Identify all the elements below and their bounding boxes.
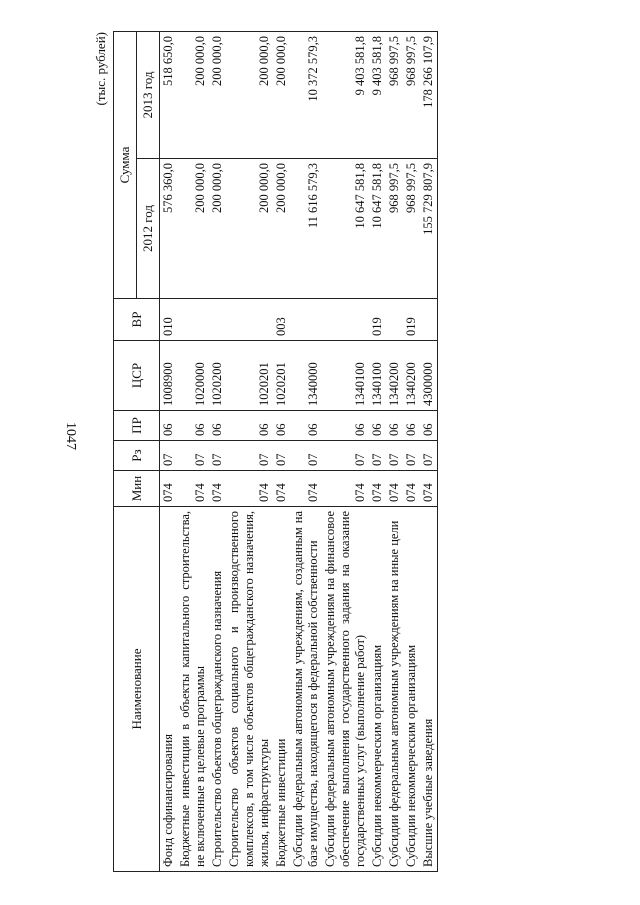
cell-name: Высшие учебные заведения: [420, 507, 438, 872]
cell-pr: 06: [386, 411, 403, 441]
cell-2013: 200 000,0: [273, 32, 290, 159]
header-year-2013: 2013 год: [137, 32, 160, 159]
cell-rz: 07: [403, 441, 420, 471]
cell-2012: 11 616 579,3: [290, 159, 322, 299]
header-year-2012: 2012 год: [137, 159, 160, 299]
cell-csr: 1340100: [322, 341, 369, 411]
cell-min: 074: [369, 471, 386, 507]
table-row: [420, 32, 438, 872]
cell-rz: 07: [322, 441, 369, 471]
cell-name: Субсидии федеральным автономным учреждениям на финансовое обеспечение выполнения государственного задания на оказание государственных услуг (выполнение работ): [322, 507, 369, 872]
table-row: [273, 32, 290, 872]
rotated-page-content: [91, 32, 611, 872]
cell-2013: 200 000,0: [209, 32, 226, 159]
cell-pr: 06: [420, 411, 438, 441]
cell-csr: 1020201: [273, 341, 290, 411]
cell-vr: 019: [369, 299, 386, 341]
table-row: [177, 32, 209, 872]
cell-name: Фонд софинансирования: [160, 507, 178, 872]
cell-2013: 200 000,0: [226, 32, 273, 159]
table-row: [403, 32, 420, 872]
header-vr: ВР: [114, 299, 160, 341]
cell-2013: 10 372 579,3: [290, 32, 322, 159]
table-row: [322, 32, 369, 872]
cell-csr: 1020000: [177, 341, 209, 411]
header-name: Наименование: [114, 507, 160, 872]
cell-2012: 968 997,5: [386, 159, 403, 299]
cell-pr: 06: [177, 411, 209, 441]
table-row: [290, 32, 322, 872]
cell-2012: 10 647 581,8: [369, 159, 386, 299]
cell-name: Строительство объектов общегражданского назначения: [209, 507, 226, 872]
cell-2013: 178 266 107,9: [420, 32, 438, 159]
cell-vr: [290, 299, 322, 341]
cell-pr: 06: [322, 411, 369, 441]
cell-name: Субсидии некоммерческим организациям: [369, 507, 386, 872]
table-row: [226, 32, 273, 872]
cell-2012: 200 000,0: [177, 159, 209, 299]
cell-2012: 155 729 807,9: [420, 159, 438, 299]
cell-name: Бюджетные инвестиции: [273, 507, 290, 872]
cell-2012: 576 360,0: [160, 159, 178, 299]
cell-2012: 200 000,0: [226, 159, 273, 299]
cell-csr: 1340000: [290, 341, 322, 411]
cell-pr: 06: [226, 411, 273, 441]
table-row: [160, 32, 178, 872]
header-csr: ЦСР: [114, 341, 160, 411]
cell-name: Бюджетные инвестиции в объекты капитального строительства, не включенные в целевые программы: [177, 507, 209, 872]
cell-pr: 06: [209, 411, 226, 441]
cell-rz: 07: [226, 441, 273, 471]
cell-vr: [420, 299, 438, 341]
cell-2012: 200 000,0: [209, 159, 226, 299]
cell-csr: 1340100: [369, 341, 386, 411]
cell-2013: 968 997,5: [403, 32, 420, 159]
cell-csr: 1340200: [403, 341, 420, 411]
header-min: Мин: [114, 471, 160, 507]
cell-vr: 010: [160, 299, 178, 341]
header-sum: Сумма: [114, 32, 137, 299]
page-number: 1047: [63, 422, 78, 450]
header-pr: ПР: [114, 411, 160, 441]
cell-rz: 07: [177, 441, 209, 471]
cell-min: 074: [209, 471, 226, 507]
cell-name: Субсидии федеральным автономным учреждениям, созданным на базе имущества, находящегося в федеральной собственности: [290, 507, 322, 872]
cell-min: 074: [420, 471, 438, 507]
cell-csr: 4300000: [420, 341, 438, 411]
cell-2012: 10 647 581,8: [322, 159, 369, 299]
cell-vr: 019: [403, 299, 420, 341]
header-rz: Рз: [114, 441, 160, 471]
cell-vr: 003: [273, 299, 290, 341]
table-row: [209, 32, 226, 872]
cell-name: Строительство объектов социального и производственного комплексов, в том числе объектов общегражданского назначения, жилья, инфраструктуры: [226, 507, 273, 872]
cell-vr: [386, 299, 403, 341]
cell-rz: 07: [290, 441, 322, 471]
cell-vr: [322, 299, 369, 341]
cell-pr: 06: [273, 411, 290, 441]
cell-min: 074: [386, 471, 403, 507]
cell-2012: 200 000,0: [273, 159, 290, 299]
cell-csr: 1340200: [386, 341, 403, 411]
cell-pr: 06: [160, 411, 178, 441]
cell-pr: 06: [369, 411, 386, 441]
cell-csr: 1020200: [209, 341, 226, 411]
cell-min: 074: [226, 471, 273, 507]
cell-min: 074: [273, 471, 290, 507]
cell-name: Субсидии федеральным автономным учреждениям на иные цели: [386, 507, 403, 872]
cell-name: Субсидии некоммерческим организациям: [403, 507, 420, 872]
cell-rz: 07: [369, 441, 386, 471]
cell-rz: 07: [160, 441, 178, 471]
cell-min: 074: [177, 471, 209, 507]
table-row: [386, 32, 403, 872]
budget-table: [113, 31, 438, 872]
cell-rz: 07: [386, 441, 403, 471]
cell-rz: 07: [209, 441, 226, 471]
unit-label: (тыс. рублей): [93, 32, 108, 106]
cell-rz: 07: [273, 441, 290, 471]
table-row: [369, 32, 386, 872]
cell-pr: 06: [403, 411, 420, 441]
cell-vr: [177, 299, 209, 341]
cell-min: 074: [322, 471, 369, 507]
cell-rz: 07: [420, 441, 438, 471]
cell-pr: 06: [290, 411, 322, 441]
cell-2013: 9 403 581,8: [322, 32, 369, 159]
cell-2012: 968 997,5: [403, 159, 420, 299]
cell-csr: 1008900: [160, 341, 178, 411]
cell-csr: 1020201: [226, 341, 273, 411]
cell-vr: [226, 299, 273, 341]
cell-2013: 518 650,0: [160, 32, 178, 159]
cell-min: 074: [403, 471, 420, 507]
cell-vr: [209, 299, 226, 341]
cell-min: 074: [290, 471, 322, 507]
cell-min: 074: [160, 471, 178, 507]
cell-2013: 968 997,5: [386, 32, 403, 159]
cell-2013: 9 403 581,8: [369, 32, 386, 159]
cell-2013: 200 000,0: [177, 32, 209, 159]
